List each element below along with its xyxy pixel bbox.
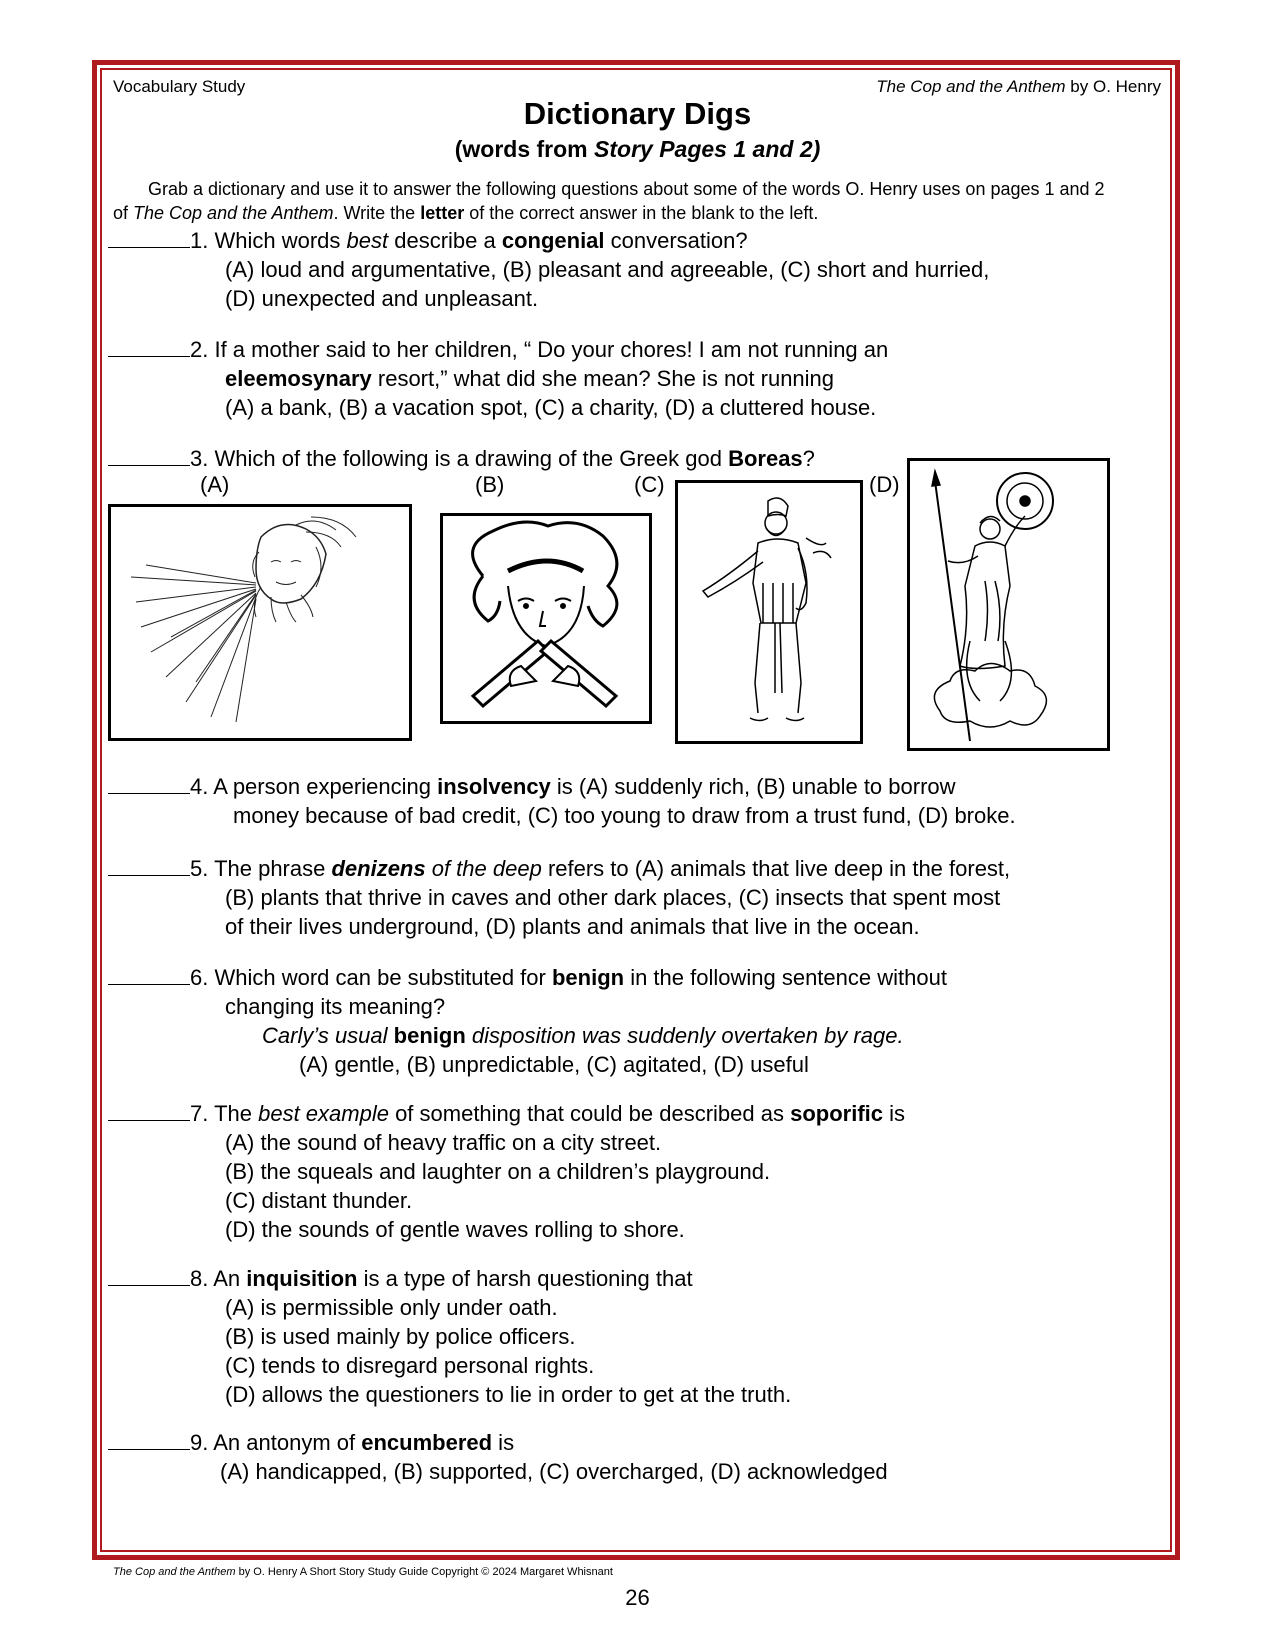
goddess-drawing [910,461,1107,748]
answer-blank-9[interactable] [108,1431,190,1450]
question-4: 4. A person experiencing insolvency is (A) suddenly rich, (B) unable to borrow money because of bad credit, (C) too young to draw from a trust fund, (D) broke. [108,772,1016,830]
question-6-example-sentence: Carly’s usual benign disposition was suddenly overtaken by rage. [262,1023,904,1048]
footer-copyright: The Cop and the Anthem by O. Henry A Short Story Study Guide Copyright © 2024 Margaret Whisnant [113,1566,613,1578]
question-4-options-cont: money because of bad credit, (C) too young to draw from a trust fund, (D) broke. [233,803,1016,828]
standing-figure-drawing [678,483,860,741]
question-6: 6. Which word can be substituted for benign in the following sentence without changing its meaning? Carly’s usual benign disposition was suddenly overtaken by rage. (A) gentle, (B) unpredictable, (C) agitated, (D) useful [108,963,947,1079]
question-3: 3. Which of the following is a drawing of the Greek god Boreas? [108,444,815,473]
question-8-option-d: (D) allows the questioners to lie in order to get at the truth. [225,1382,792,1407]
answer-blank-6[interactable] [108,966,190,985]
question-5-options-b-c: (B) plants that thrive in caves and other dark places, (C) insects that spent most [225,885,1001,910]
header-section-label: Vocabulary Study [113,77,246,96]
question-1-options-cont: (D) unexpected and unpleasant. [225,286,539,311]
picture-c-standing-figure [675,480,863,744]
answer-blank-7[interactable] [108,1102,190,1121]
picture-label-a: (A) [200,472,230,497]
question-2: 2. If a mother said to her children, “ Do your chores! I am not running an eleemosynary resort,” what did she mean? She is not running (A) a bank, (B) a vacation spot, (C) a charity, (D) a cluttered house. [108,335,888,422]
answer-blank-2[interactable] [108,338,190,357]
question-5-options-cont: of their lives underground, (D) plants and animals that live in the ocean. [225,914,920,939]
question-9-options: (A) handicapped, (B) supported, (C) overcharged, (D) acknowledged [220,1459,888,1484]
answer-blank-5[interactable] [108,857,190,876]
question-8-option-c: (C) tends to disregard personal rights. [225,1353,595,1378]
question-7-option-c: (C) distant thunder. [225,1188,413,1213]
question-6-line-2: changing its meaning? [225,994,446,1019]
question-7-option-b: (B) the squeals and laughter on a children’s playground. [225,1159,771,1184]
question-5: 5. The phrase denizens of the deep refers to (A) animals that live deep in the forest, (B) plants that thrive in caves and other dark places, (C) insects that spent most of their lives underground, (D) plants and animals that live in the ocean. [108,854,1010,941]
picture-a-wind-face [108,504,412,741]
answer-blank-1[interactable] [108,229,190,248]
page-number: 26 [625,1585,650,1610]
picture-b-pipes-face [440,513,652,724]
wind-face-drawing [111,507,409,738]
question-7-option-d: (D) the sounds of gentle waves rolling to shore. [225,1217,685,1242]
question-6-options: (A) gentle, (B) unpredictable, (C) agitated, (D) useful [299,1052,809,1077]
header-book-title: The Cop and the Anthem by O. Henry [876,77,1161,96]
page-subtitle: (words from Story Pages 1 and 2) [454,136,821,162]
question-9: 9. An antonym of encumbered is (A) handicapped, (B) supported, (C) overcharged, (D) acknowledged [108,1428,888,1486]
pipes-face-drawing [443,516,649,721]
question-8-option-a: (A) is permissible only under oath. [225,1295,558,1320]
question-1: 1. Which words best describe a congenial conversation? (A) loud and argumentative, (B) pleasant and agreeable, (C) short and hurried, (D) unexpected and unpleasant. [108,226,989,313]
page-title: Dictionary Digs [523,96,752,131]
question-7-option-a: (A) the sound of heavy traffic on a city street. [225,1130,662,1155]
question-8-option-b: (B) is used mainly by police officers. [225,1324,576,1349]
answer-blank-3[interactable] [108,447,190,466]
answer-blank-4[interactable] [108,775,190,794]
picture-label-b: (B) [475,472,505,497]
answer-blank-8[interactable] [108,1267,190,1286]
instructions: Grab a dictionary and use it to answer the following questions about some of the words O. Henry uses on pages 1 and 2 of The Cop and the Anthem. Write the letter of the correct answer in the blank to the left. [113,179,1105,223]
question-1-options: (A) loud and argumentative, (B) pleasant and agreeable, (C) short and hurried, [225,257,990,282]
question-8: 8. An inquisition is a type of harsh questioning that (A) is permissible only under oath. (B) is used mainly by police officers. (C) tends to disregard personal rights. (D) allows the questioners to lie in order to get at the truth. [108,1264,791,1409]
picture-label-d: (D) [869,472,900,497]
picture-d-goddess-shield [907,458,1110,751]
picture-label-c: (C) [634,472,665,497]
question-2-options: (A) a bank, (B) a vacation spot, (C) a charity, (D) a cluttered house. [225,395,877,420]
question-7: 7. The best example of something that could be described as soporific is (A) the sound of heavy traffic on a city street. (B) the squeals and laughter on a children’s playground. (C) distant thunder. (D) the sounds of gentle waves rolling to shore. [108,1099,905,1244]
question-2-line-2: eleemosynary resort,” what did she mean? She is not running [225,366,835,391]
